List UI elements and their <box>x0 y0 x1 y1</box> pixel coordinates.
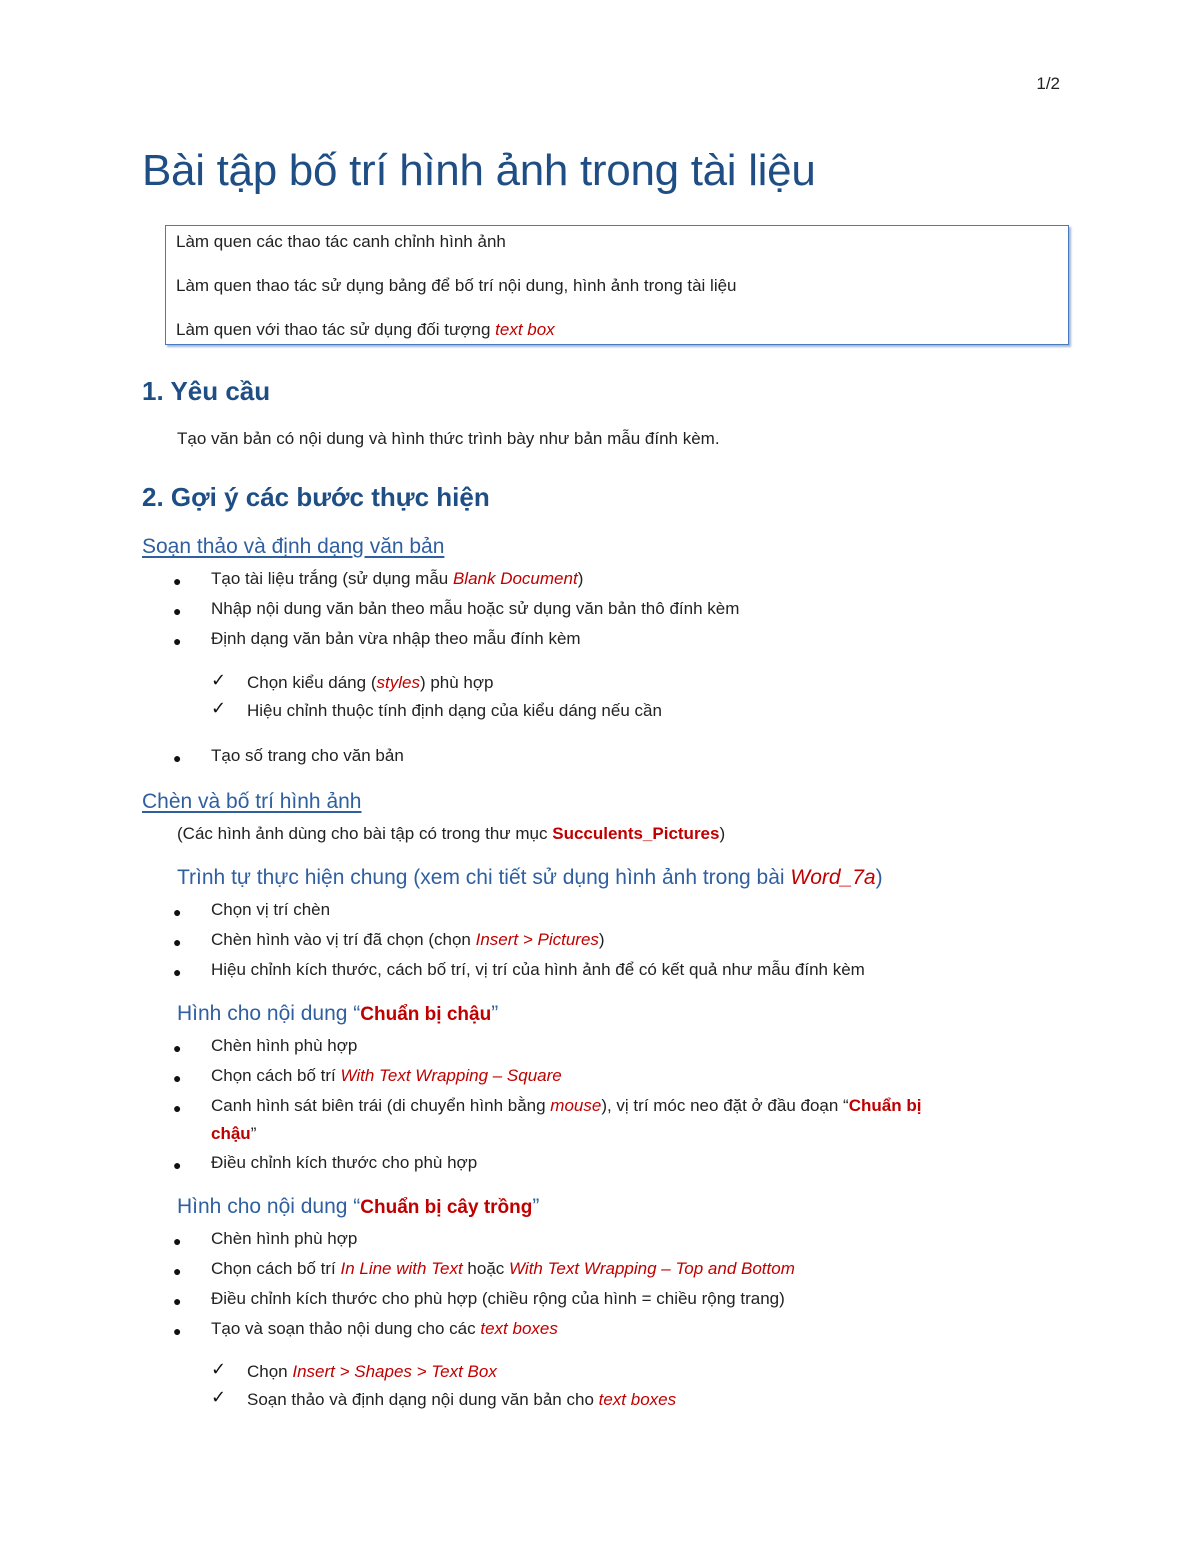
list-item: Canh hình sát biên trái (di chuyển hình bằng mouse), vị trí móc neo đặt ở đầu đoạn “Chuẩn bị <box>211 1096 922 1115</box>
list-item: Soạn thảo và định dạng nội dung văn bản cho text boxes <box>247 1390 677 1409</box>
list-item: Định dạng văn bản vừa nhập theo mẫu đính kèm <box>211 629 581 648</box>
list-item: Hiệu chỉnh kích thước, cách bố trí, vị trí của hình ảnh để có kết quả như mẫu đính kèm <box>211 960 865 979</box>
list-item: Chọn cách bố trí In Line with Text hoặc With Text Wrapping – Top and Bottom <box>211 1259 795 1278</box>
bullet-icon: ● <box>173 1040 182 1056</box>
requirements-text: Tạo văn bản có nội dung và hình thức trình bày như bản mẫu đính kèm. <box>177 429 720 448</box>
list-item: Chọn cách bố trí With Text Wrapping – Square <box>211 1066 562 1085</box>
subheading-insert-images: Chèn và bố trí hình ảnh <box>142 790 362 813</box>
list-item: Tạo số trang cho văn bản <box>211 746 404 765</box>
bullet-icon: ● <box>173 1293 182 1309</box>
section-heading-requirements: 1. Yêu cầu <box>142 376 271 406</box>
list-item: Nhập nội dung văn bản theo mẫu hoặc sử dụng văn bản thô đính kèm <box>211 599 740 618</box>
bullet-icon: ● <box>173 603 182 619</box>
list-item: Chọn Insert > Shapes > Text Box <box>247 1362 497 1381</box>
bullet-icon: ● <box>173 750 182 766</box>
document-title: Bài tập bố trí hình ảnh trong tài liệu <box>142 146 816 195</box>
list-item-continuation: chậu” <box>211 1124 257 1143</box>
list-item: Chèn hình vào vị trí đã chọn (chọn Insert > Pictures) <box>211 930 605 949</box>
bullet-icon: ● <box>173 1070 182 1086</box>
page-number: 1/2 <box>1036 74 1060 93</box>
bullet-icon: ● <box>173 1233 182 1249</box>
bullet-icon: ● <box>173 573 182 589</box>
checkmark-icon: ✓ <box>211 1359 227 1379</box>
images-folder-note: (Các hình ảnh dùng cho bài tập có trong thư mục Succulents_Pictures) <box>177 824 726 843</box>
section-heading-steps: 2. Gợi ý các bước thực hiện <box>142 482 490 512</box>
heading-plant-image: Hình cho nội dung “Chuẩn bị cây trồng” <box>177 1195 540 1218</box>
objective-item: Làm quen các thao tác canh chỉnh hình ảnh <box>176 232 506 251</box>
list-item: Hiệu chỉnh thuộc tính định dạng của kiểu dáng nếu cần <box>247 701 662 720</box>
checkmark-icon: ✓ <box>211 670 227 690</box>
heading-pot-image: Hình cho nội dung “Chuẩn bị chậu” <box>177 1002 499 1025</box>
bullet-icon: ● <box>173 934 182 950</box>
checkmark-icon: ✓ <box>211 1387 227 1407</box>
list-item: Chèn hình phù hợp <box>211 1036 358 1055</box>
list-item: Chọn kiểu dáng (styles) phù hợp <box>247 673 494 692</box>
objective-item: Làm quen thao tác sử dụng bảng để bố trí nội dung, hình ảnh trong tài liệu <box>176 276 737 295</box>
bullet-icon: ● <box>173 1263 182 1279</box>
bullet-icon: ● <box>173 1100 182 1116</box>
list-item: Tạo và soạn thảo nội dung cho các text boxes <box>211 1319 558 1338</box>
subheading-edit-format: Soạn thảo và định dạng văn bản <box>142 535 445 558</box>
list-item: Điều chỉnh kích thước cho phù hợp (chiều rộng của hình = chiều rộng trang) <box>211 1289 785 1308</box>
bullet-icon: ● <box>173 633 182 649</box>
bullet-icon: ● <box>173 1323 182 1339</box>
list-item: Điều chỉnh kích thước cho phù hợp <box>211 1153 478 1172</box>
heading-general-steps: Trình tự thực hiện chung (xem chi tiết sử dụng hình ảnh trong bài Word_7a) <box>177 866 883 889</box>
bullet-icon: ● <box>173 904 182 920</box>
list-item: Tạo tài liệu trắng (sử dụng mẫu Blank Document) <box>211 569 584 588</box>
bullet-icon: ● <box>173 1157 182 1173</box>
list-item: Chọn vị trí chèn <box>211 900 331 919</box>
bullet-icon: ● <box>173 964 182 980</box>
list-item: Chèn hình phù hợp <box>211 1229 358 1248</box>
checkmark-icon: ✓ <box>211 698 227 718</box>
objective-item: Làm quen với thao tác sử dụng đối tượng text box <box>176 320 555 339</box>
